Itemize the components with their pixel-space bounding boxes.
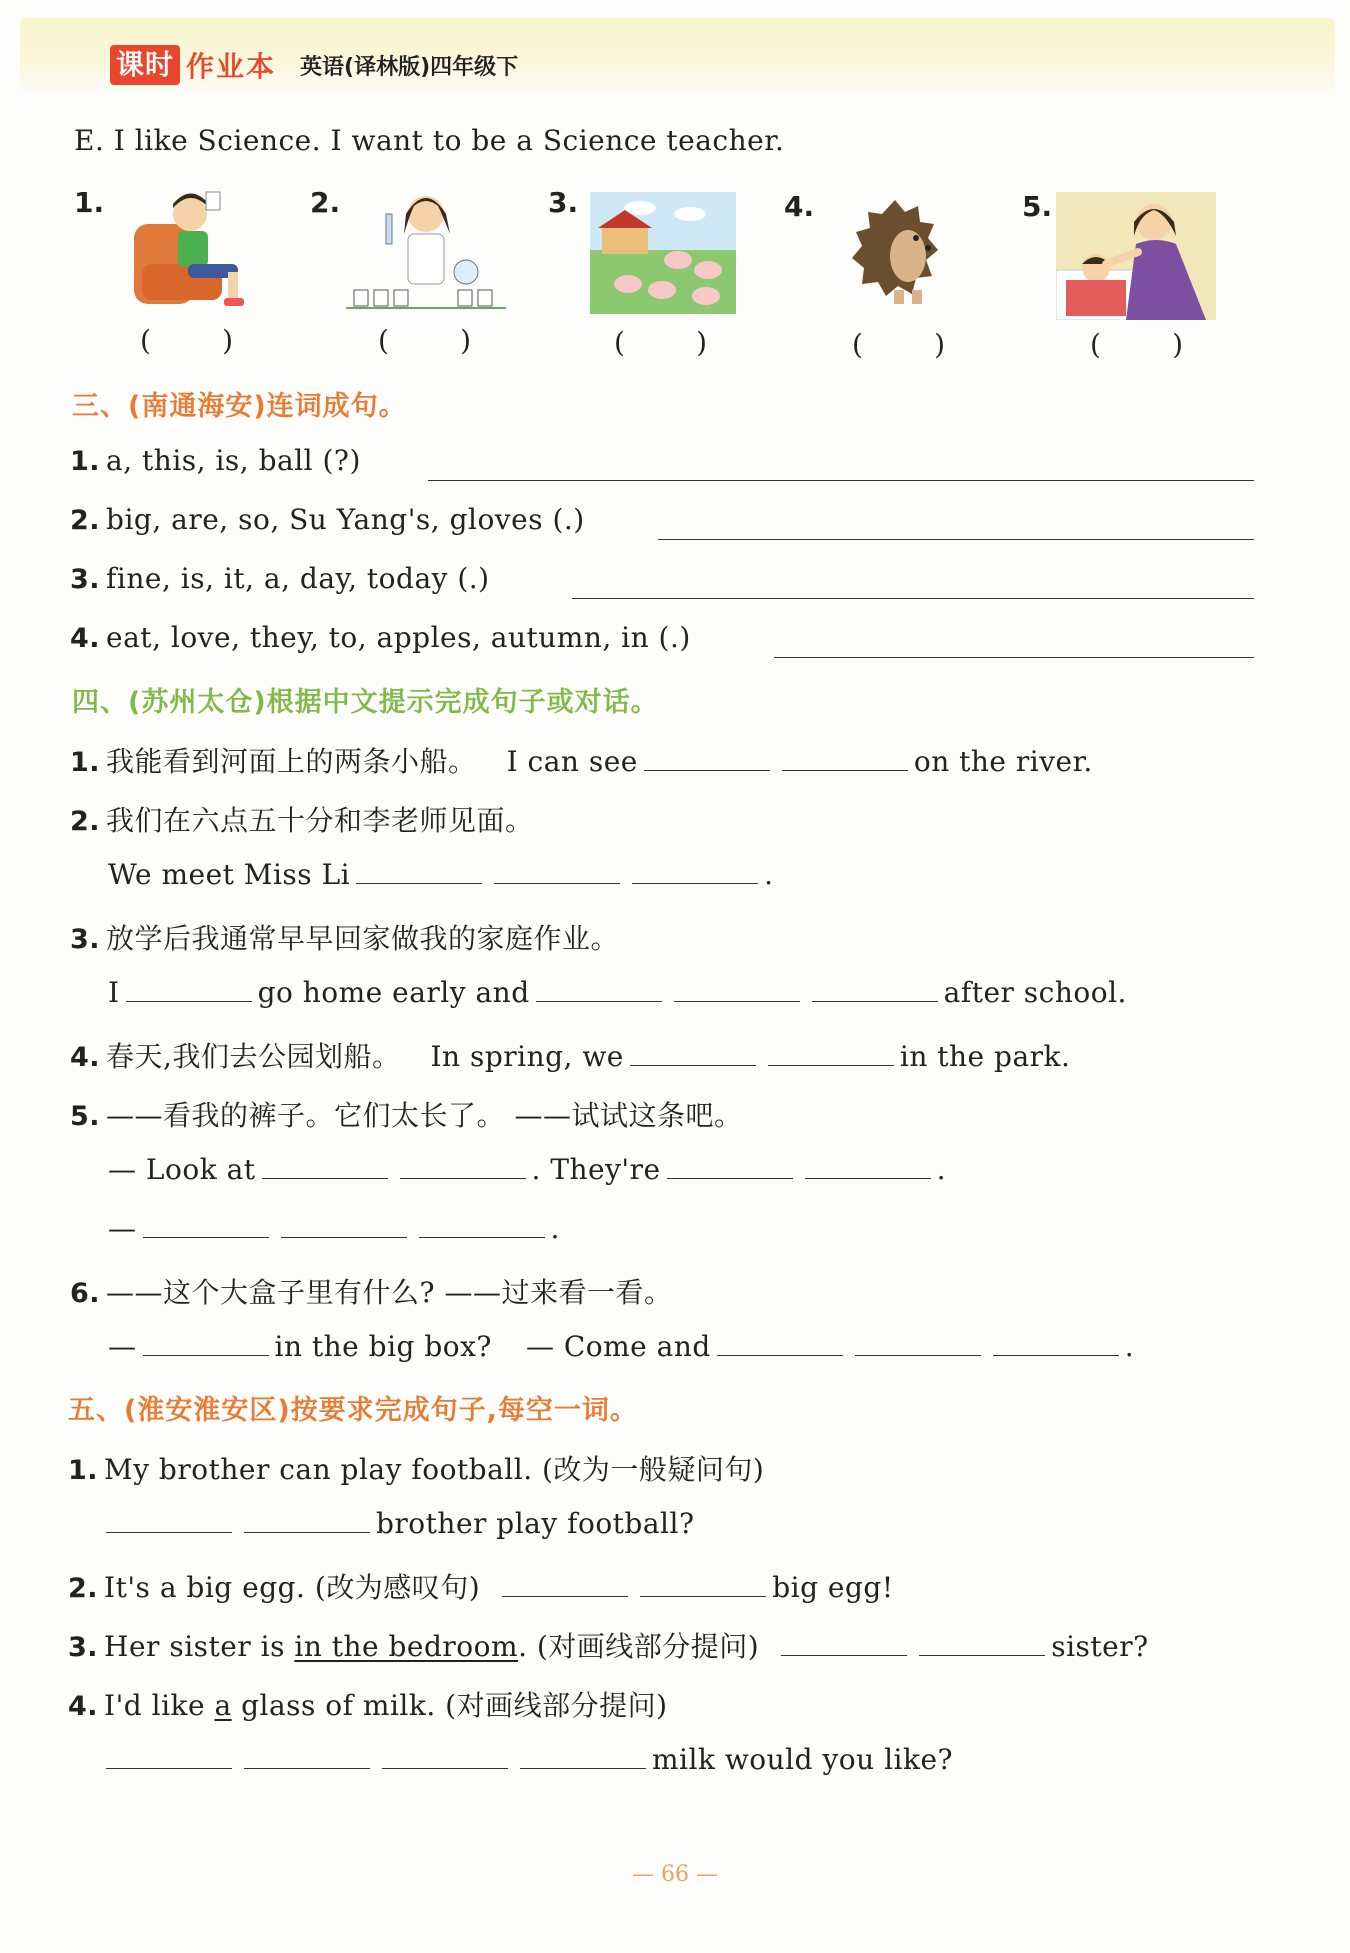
- item-text: glass of milk. (对画线部分提问): [231, 1689, 668, 1722]
- item-number: 1.: [68, 1455, 99, 1486]
- sec4-q5-answer: [108, 1153, 946, 1186]
- dash: —: [108, 1212, 137, 1245]
- item-number: 1.: [70, 747, 101, 778]
- blank[interactable]: [382, 1744, 508, 1769]
- answer-line[interactable]: [572, 598, 1254, 599]
- english-text: go home early and: [257, 976, 530, 1009]
- english-text: In spring, we: [430, 1040, 624, 1073]
- blank[interactable]: [644, 746, 770, 771]
- pic-number-3: 3.: [548, 186, 579, 219]
- english-text: I can see: [506, 745, 638, 778]
- underlined-text: a: [214, 1689, 232, 1722]
- boy-on-sofa-icon: [128, 184, 258, 314]
- answer-line[interactable]: [428, 480, 1254, 481]
- english-text: in the big box?: [274, 1330, 492, 1363]
- end-punct: .: [550, 1212, 560, 1245]
- pic-number-5: 5.: [1022, 190, 1053, 223]
- blank[interactable]: [143, 1213, 269, 1238]
- sec5-q4-answer: [100, 1743, 953, 1776]
- blank[interactable]: [781, 1631, 907, 1656]
- blank[interactable]: [632, 859, 758, 884]
- blank[interactable]: [419, 1213, 545, 1238]
- english-text: on the river.: [913, 745, 1093, 778]
- english-text: . They're: [531, 1153, 661, 1186]
- item-text: big, are, so, Su Yang's, gloves (.): [106, 503, 585, 536]
- blank[interactable]: [106, 1508, 232, 1533]
- english-text: — Look at: [108, 1153, 256, 1186]
- english-text: — Come and: [525, 1330, 711, 1363]
- item-number: 2.: [70, 806, 101, 837]
- answer-paren-4[interactable]: ( ): [852, 328, 946, 361]
- pic-number-1: 1.: [74, 186, 105, 219]
- sec4-q4: [70, 1035, 1070, 1075]
- brand: [110, 44, 518, 86]
- answer-paren-2[interactable]: ( ): [378, 324, 472, 357]
- farm-pigs-icon: [590, 192, 736, 314]
- end-punct: .: [936, 1153, 946, 1186]
- sec4-q2: [70, 799, 534, 839]
- item-text: a, this, is, ball (?): [106, 444, 361, 477]
- blank[interactable]: [502, 1572, 628, 1597]
- sec5-q4: [68, 1684, 668, 1724]
- english-text: I: [108, 976, 120, 1009]
- item-number: 4.: [68, 1691, 99, 1722]
- blank[interactable]: [812, 977, 938, 1002]
- chinese-prompt: ——这个大盒子里有什么? ——过来看一看。: [106, 1276, 673, 1309]
- item-text: fine, is, it, a, day, today (.): [106, 562, 490, 595]
- sec4-q5-reply: [108, 1212, 560, 1245]
- blank[interactable]: [281, 1213, 407, 1238]
- blank[interactable]: [262, 1154, 388, 1179]
- item-text: I'd like: [104, 1689, 215, 1722]
- blank[interactable]: [356, 859, 482, 884]
- blank[interactable]: [520, 1744, 646, 1769]
- blank[interactable]: [667, 1154, 793, 1179]
- answer-paren-3[interactable]: ( ): [614, 326, 708, 359]
- chinese-prompt: 放学后我通常早早回家做我的家庭作业。: [106, 922, 620, 955]
- section-5-title: 五、(淮安淮安区)按要求完成句子,每空一词。: [68, 1395, 638, 1426]
- blank[interactable]: [143, 1331, 269, 1356]
- blank[interactable]: [717, 1331, 843, 1356]
- answer-paren-5[interactable]: ( ): [1090, 328, 1184, 361]
- english-text: in the park.: [899, 1040, 1071, 1073]
- blank[interactable]: [993, 1331, 1119, 1356]
- item-number: 3.: [70, 564, 101, 595]
- sec4-q3-answer: [108, 976, 1127, 1009]
- sec5-q2: [68, 1566, 894, 1606]
- sec4-q5: [70, 1094, 742, 1134]
- item-number: 1.: [70, 446, 101, 477]
- chinese-prompt: 春天,我们去公园划船。: [106, 1040, 401, 1073]
- item-number: 3.: [70, 924, 101, 955]
- blank[interactable]: [768, 1041, 894, 1066]
- item-number: 4.: [70, 623, 101, 654]
- dash: —: [108, 1330, 137, 1363]
- sec3-item-1: [70, 444, 361, 477]
- blank[interactable]: [919, 1631, 1045, 1656]
- chinese-prompt: 我们在六点五十分和李老师见面。: [106, 804, 534, 837]
- hedgehog-icon: [850, 198, 940, 310]
- blank[interactable]: [106, 1744, 232, 1769]
- answer-line[interactable]: [658, 539, 1254, 540]
- blank[interactable]: [640, 1572, 766, 1597]
- blank[interactable]: [805, 1154, 931, 1179]
- item-text: It's a big egg. (改为感叹句): [104, 1571, 481, 1604]
- english-text: big egg!: [772, 1571, 894, 1604]
- blank[interactable]: [630, 1041, 756, 1066]
- item-number: 6.: [70, 1278, 101, 1309]
- pic-number-4: 4.: [784, 190, 815, 223]
- sec5-q3: [68, 1625, 1149, 1665]
- book-subtitle: 英语(译林版)四年级下: [300, 54, 519, 80]
- item-text: . (对画线部分提问): [518, 1630, 760, 1663]
- sec4-q6-answer: [108, 1330, 1134, 1363]
- blank[interactable]: [536, 977, 662, 1002]
- sec3-item-3: [70, 562, 490, 595]
- option-e: E. I like Science. I want to be a Science teacher.: [74, 124, 785, 157]
- sec3-item-4: [70, 621, 691, 654]
- item-text: Her sister is: [104, 1630, 295, 1663]
- item-number: 5.: [70, 1101, 101, 1132]
- english-text: after school.: [943, 976, 1127, 1009]
- blank[interactable]: [126, 977, 252, 1002]
- item-number: 2.: [70, 505, 101, 536]
- mother-sick-child-icon: [1056, 192, 1216, 320]
- pic-number-2: 2.: [310, 186, 341, 219]
- page-number: — 66 —: [632, 1862, 718, 1887]
- scientist-girl-icon: [346, 184, 506, 316]
- english-text: milk would you like?: [652, 1743, 954, 1776]
- blank[interactable]: [244, 1744, 370, 1769]
- chinese-prompt: ——看我的裤子。它们太长了。 ——试试这条吧。: [106, 1099, 743, 1132]
- item-text: eat, love, they, to, apples, autumn, in (.): [106, 621, 691, 654]
- sec4-q6: [70, 1271, 672, 1311]
- item-text: My brother can play football. (改为一般疑问句): [104, 1453, 765, 1486]
- section-3-title: 三、(南通海安)连词成句。: [72, 391, 407, 422]
- item-number: 4.: [70, 1042, 101, 1073]
- answer-paren-1[interactable]: ( ): [140, 324, 234, 357]
- end-punct: .: [764, 858, 774, 891]
- item-number: 3.: [68, 1632, 99, 1663]
- english-text: We meet Miss Li: [108, 858, 351, 891]
- brand-name: 作业本: [186, 50, 277, 83]
- english-text: sister?: [1051, 1630, 1149, 1663]
- blank[interactable]: [674, 977, 800, 1002]
- sec4-q2-answer: [108, 858, 774, 891]
- blank[interactable]: [855, 1331, 981, 1356]
- chinese-prompt: 我能看到河面上的两条小船。: [106, 745, 477, 778]
- sec5-q1: [68, 1448, 764, 1488]
- sec5-q1-answer: [100, 1507, 694, 1540]
- section-4-title: 四、(苏州太仓)根据中文提示完成句子或对话。: [72, 687, 659, 718]
- blank[interactable]: [494, 859, 620, 884]
- sec4-q1: [70, 740, 1093, 780]
- underlined-text: in the bedroom: [294, 1630, 519, 1663]
- end-punct: .: [1124, 1330, 1135, 1363]
- sec4-q3: [70, 917, 619, 957]
- blank[interactable]: [244, 1508, 370, 1533]
- sec3-item-2: [70, 503, 585, 536]
- answer-line[interactable]: [774, 657, 1254, 658]
- blank[interactable]: [782, 746, 908, 771]
- brand-logo: 课时: [110, 45, 180, 85]
- english-text: brother play football?: [376, 1507, 695, 1540]
- item-number: 2.: [68, 1573, 99, 1604]
- blank[interactable]: [400, 1154, 526, 1179]
